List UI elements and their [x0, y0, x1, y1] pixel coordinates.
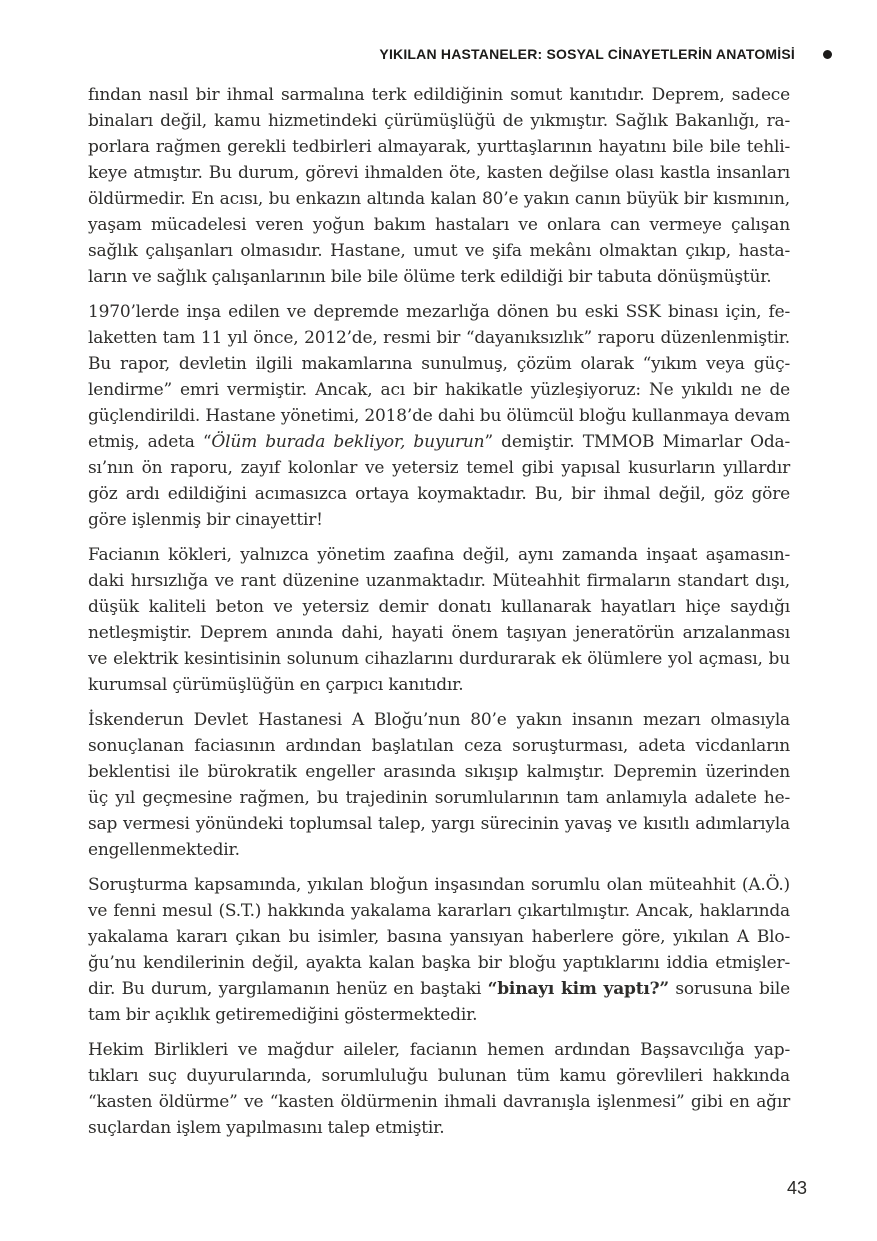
- text-line: [88, 238, 790, 264]
- text-segment: Hekim Birlikleri ve mağdur aileler, facianın hemen ardından Başsavcılığa yap-: [88, 1040, 790, 1060]
- text-segment: ve fenni mesul (S.T.) hakkında yakalama kararları çıkartılmıştır. Ancak, haklarında: [88, 901, 790, 921]
- text-line: [88, 594, 790, 620]
- text-segment: fından nasıl bir ihmal sarmalına terk edildiğinin somut kanıtıdır. Deprem, sadece: [88, 85, 790, 105]
- text-segment: kurumsal çürümüşlüğün en çarpıcı kanıtıdır.: [88, 675, 464, 695]
- text-segment: keye atmıştır. Bu durum, görevi ihmalden öte, kasten değilse olası kastla insanları: [88, 163, 790, 183]
- text-segment: ların ve sağlık çalışanlarının bile bile ölüme terk edildiği bir tabuta dönüşmüştür.: [88, 267, 772, 287]
- text-segment: güçlendirildi. Hastane yönetimi, 2018’de dahi bu ölümcül bloğu kullanmaya devam: [88, 406, 790, 426]
- text-line: [88, 837, 790, 863]
- text-line: [88, 620, 790, 646]
- text-line: [88, 542, 790, 568]
- text-segment: sorusuna bile: [668, 979, 790, 999]
- text-line: [88, 1063, 790, 1089]
- text-segment: tam bir açıklık getiremediğini göstermektedir.: [88, 1005, 478, 1025]
- article: [88, 82, 790, 1150]
- text-line: [88, 759, 790, 785]
- text-line: [88, 299, 790, 325]
- text-line: [88, 212, 790, 238]
- text-segment: sonuçlanan faciasının ardından başlatılan ceza soruşturması, adeta vicdanların: [88, 736, 790, 756]
- text-segment: Bu rapor, devletin ilgili makamlarına sunulmuş, çözüm olarak “yıkım veya güç-: [88, 354, 790, 374]
- paragraph: [88, 707, 790, 863]
- text-segment: porlara rağmen gerekli tedbirleri almayarak, yurttaşlarının hayatını bile bile tehli-: [88, 137, 790, 157]
- text-segment: sağlık çalışanları olmasıdır. Hastane, umut ve şifa mekânı olmaktan çıkıp, hasta-: [88, 241, 790, 261]
- paragraph: [88, 299, 790, 533]
- text-segment: daki hırsızlığa ve rant düzenine uzanmaktadır. Müteahhit firmaların standart dışı,: [88, 571, 790, 591]
- text-line: [88, 403, 790, 429]
- text-line: [88, 377, 790, 403]
- text-segment: öldürmedir. En acısı, bu enkazın altında kalan 80’e yakın canın büyük bir kısmının,: [88, 189, 790, 209]
- text-line: [88, 82, 790, 108]
- text-line: [88, 1115, 790, 1141]
- bullet-icon: [823, 50, 832, 59]
- text-segment: lendirme” emri vermiştir. Ancak, acı bir hakikatle yüzleşiyoruz: Ne yıkıldı ne de: [88, 380, 790, 400]
- paragraph: [88, 82, 790, 290]
- text-line: [88, 872, 790, 898]
- text-line: [88, 325, 790, 351]
- text-segment: yaşam mücadelesi veren yoğun bakım hastaları ve onlara can vermeye çalışan: [88, 215, 790, 235]
- text-line: [88, 733, 790, 759]
- text-segment: sap vermesi yönündeki toplumsal talep, yargı sürecinin yavaş ve kısıtlı adımlarıyla: [88, 814, 790, 834]
- text-line: [88, 898, 790, 924]
- text-line: [88, 1002, 790, 1028]
- text-segment: ve elektrik kesintisinin solunum cihazlarını durdurarak ek ölümlere yol açması, bu: [88, 649, 790, 669]
- text-line: [88, 707, 790, 733]
- text-line: [88, 134, 790, 160]
- text-segment: Soruşturma kapsamında, yıkılan bloğun inşasından sorumlu olan müteahhit (A.Ö.): [88, 875, 790, 895]
- paragraph: [88, 1037, 790, 1141]
- text-segment: etmiş, adeta “: [88, 432, 212, 452]
- text-segment: ” demiştir. TMMOB Mimarlar Oda-: [484, 432, 790, 452]
- paragraph: [88, 542, 790, 698]
- text-segment: dir. Bu durum, yargılamanın henüz en baştaki: [88, 979, 488, 999]
- text-segment: Ölüm burada bekliyor, buyurun: [211, 432, 485, 452]
- text-segment: netleşmiştir. Deprem anında dahi, hayati önem taşıyan jeneratörün arızalanması: [88, 623, 790, 643]
- text-segment: binaları değil, kamu hizmetindeki çürümüşlüğü de yıkmıştır. Sağlık Bakanlığı, ra-: [88, 111, 790, 131]
- text-line: [88, 924, 790, 950]
- text-line: [88, 429, 790, 455]
- text-segment: ğu’nu kendilerinin değil, ayakta kalan başka bir bloğu yaptıklarını iddia etmişler-: [88, 953, 790, 973]
- text-line: [88, 351, 790, 377]
- text-line: [88, 785, 790, 811]
- page-number: 43: [786, 1178, 807, 1198]
- text-line: [88, 186, 790, 212]
- text-line: [88, 672, 790, 698]
- text-line: [88, 507, 790, 533]
- text-segment: göz ardı edildiğini acımasızca ortaya koymaktadır. Bu, bir ihmal değil, göz göre: [88, 484, 790, 504]
- text-segment: sı’nın ön raporu, zayıf kolonlar ve yetersiz temel gibi yapısal kusurların yıllardır: [88, 458, 790, 478]
- text-line: [88, 108, 790, 134]
- text-line: [88, 568, 790, 594]
- text-line: [88, 1089, 790, 1115]
- text-line: [88, 160, 790, 186]
- text-segment: “kasten öldürme” ve “kasten öldürmenin ihmali davranışla işlenmesi” gibi en ağır: [88, 1092, 790, 1112]
- text-segment: düşük kaliteli beton ve yetersiz demir donatı kullanarak hayatları hiçe saydığı: [88, 597, 790, 617]
- text-line: [88, 481, 790, 507]
- text-segment: tıkları suç duyurularında, sorumluluğu bulunan tüm kamu görevlileri hakkında: [88, 1066, 790, 1086]
- text-line: [88, 646, 790, 672]
- text-segment: suçlardan işlem yapılmasını talep etmiştir.: [88, 1118, 445, 1138]
- text-line: [88, 455, 790, 481]
- text-line: [88, 1037, 790, 1063]
- text-segment: laketten tam 11 yıl önce, 2012’de, resmi bir “dayanıksızlık” raporu düzenlenmiştir.: [88, 328, 790, 348]
- text-segment: İskenderun Devlet Hastanesi A Bloğu’nun 80’e yakın insanın mezarı olmasıyla: [88, 710, 790, 730]
- text-line: [88, 811, 790, 837]
- text-segment: yakalama kararı çıkan bu isimler, basına yansıyan haberlere göre, yıkılan A Blo-: [88, 927, 790, 947]
- text-segment: “binayı kim yaptı?”: [487, 979, 669, 999]
- text-segment: 1970’lerde inşa edilen ve depremde mezarlığa dönen bu eski SSK binası için, fe-: [88, 302, 790, 322]
- paragraph: [88, 872, 790, 1028]
- text-segment: beklentisi ile bürokratik engeller arasında sıkışıp kalmıştır. Depremin üzerinden: [88, 762, 790, 782]
- text-line: [88, 950, 790, 976]
- running-header: [0, 46, 832, 62]
- text-segment: göre işlenmiş bir cinayettir!: [88, 510, 323, 530]
- text-segment: engellenmektedir.: [88, 840, 240, 860]
- text-segment: Facianın kökleri, yalnızca yönetim zaafına değil, aynı zamanda inşaat aşamasın-: [88, 545, 790, 565]
- text-line: [88, 976, 790, 1002]
- running-header-title: YIKILAN HASTANELER: SOSYAL CİNAYETLERİN ANATOMİSİ: [379, 46, 795, 62]
- text-segment: üç yıl geçmesine rağmen, bu trajedinin sorumlularının tam anlamıyla adalete he-: [88, 788, 790, 808]
- text-line: [88, 264, 790, 290]
